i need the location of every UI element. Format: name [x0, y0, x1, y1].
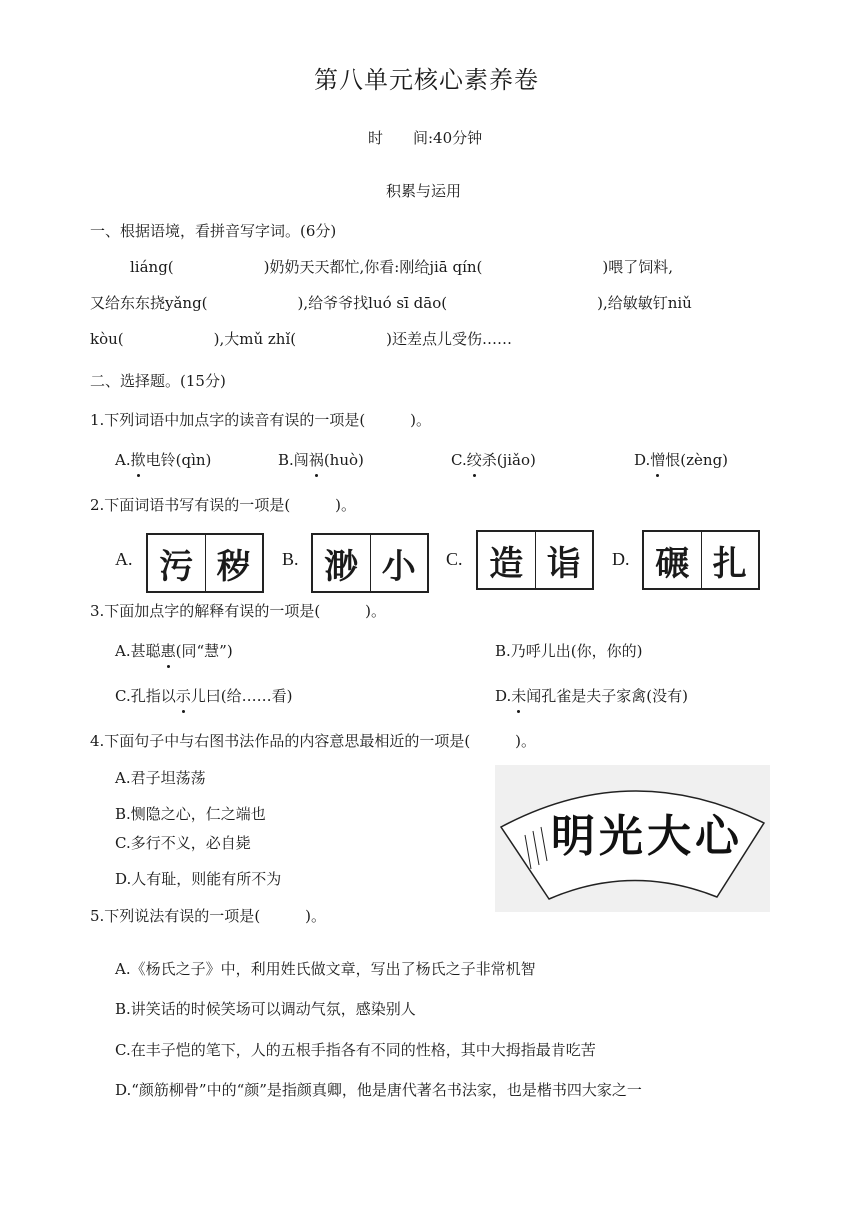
- s5-option-b: B.讲笑话的时候笑场可以调动气氛，感染别人: [115, 1000, 416, 1018]
- s4-option-a: A.君子坦荡荡: [115, 769, 206, 787]
- s1-stem: 1.下列词语中加点字的读音有误的一项是( )。: [90, 411, 432, 429]
- s4-option-c: C.多行不义，必自毙: [115, 834, 251, 852]
- s4-stem: 4.下面句子中与右图书法作品的内容意思最相近的一项是( )。: [90, 732, 537, 750]
- section-heading: 积累与运用: [386, 182, 462, 200]
- s5-option-d: D.“颜筋柳骨”中的“颜”是指颜真卿，他是唐代著名书法家，也是楷书四大家之一: [115, 1081, 642, 1099]
- calligraphy-fan-image: [495, 765, 770, 912]
- card-c-char-1: 造: [489, 543, 524, 584]
- card-c: [476, 530, 594, 590]
- s3-option-a: A.甚聪惠(同“慧”): [115, 642, 233, 660]
- card-b-char-1: 渺: [324, 546, 359, 587]
- card-a: [146, 533, 264, 593]
- card-d-char-1: 碾: [655, 543, 690, 584]
- s5-stem: 5.下列说法有误的一项是( )。: [90, 907, 327, 925]
- s5-option-a: A.《杨氏之子》中，利用姓氏做文章，写出了杨氏之子非常机智: [115, 960, 536, 978]
- card-a-char-2: 秽: [205, 535, 263, 591]
- fan-shape: [495, 765, 770, 912]
- s2-stem: 2.下面词语书写有误的一项是( )。: [90, 496, 357, 514]
- s1-option-a: A.揿电铃(qìn): [115, 451, 212, 469]
- q1-heading: 一、根据语境，看拼音写字词。(6分): [90, 222, 337, 240]
- time-limit: 时 间:40分钟: [368, 129, 483, 147]
- card-a-char-1: 污: [159, 546, 194, 587]
- card-d-char-2: 扎: [701, 532, 759, 588]
- card-c-label: C.: [446, 549, 463, 569]
- card-b-label: B.: [282, 549, 299, 569]
- fan-calligraphy-text: 明光大心: [551, 811, 743, 862]
- card-b-char-2: 小: [370, 535, 428, 591]
- s1-option-d: D.憎恨(zèng): [634, 451, 729, 469]
- s5-option-c: C.在丰子恺的笔下，人的五根手指各有不同的性格，其中大拇指最肯吃苦: [115, 1041, 596, 1059]
- q1-line2: 又给东东挠yǎng( ),给爷爷找luó sī dāo( ),给敏敏钉niǔ: [90, 294, 692, 312]
- q1-line1: liáng( )奶奶天天都忙,你看:刚给jiā qín( )喂了饲料,: [130, 258, 674, 276]
- s4-option-b: B.恻隐之心，仁之端也: [115, 805, 266, 823]
- card-b: [311, 533, 429, 593]
- q2-heading: 二、选择题。(15分): [90, 372, 226, 390]
- card-c-char-2: 诣: [535, 532, 593, 588]
- s3-stem: 3.下面加点字的解释有误的一项是( )。: [90, 602, 387, 620]
- s3-option-d: D.未闻孔雀是夫子家禽(没有): [495, 687, 688, 705]
- s1-option-b: B.闯祸(huò): [278, 451, 364, 469]
- q1-line3: kòu( ),大mǔ zhǐ( )还差点儿受伤……: [90, 330, 512, 348]
- page-title: 第八单元核心素养卷: [314, 66, 539, 94]
- card-d-label: D.: [612, 549, 630, 569]
- s3-option-b: B.乃呼儿出(你，你的): [495, 642, 643, 660]
- card-a-label: A.: [115, 549, 133, 569]
- s1-option-c: C.绞杀(jiǎo): [451, 451, 536, 469]
- s3-option-c: C.孔指以示儿曰(给……看): [115, 687, 293, 705]
- s4-option-d: D.人有耻，则能有所不为: [115, 870, 282, 888]
- card-d: [642, 530, 760, 590]
